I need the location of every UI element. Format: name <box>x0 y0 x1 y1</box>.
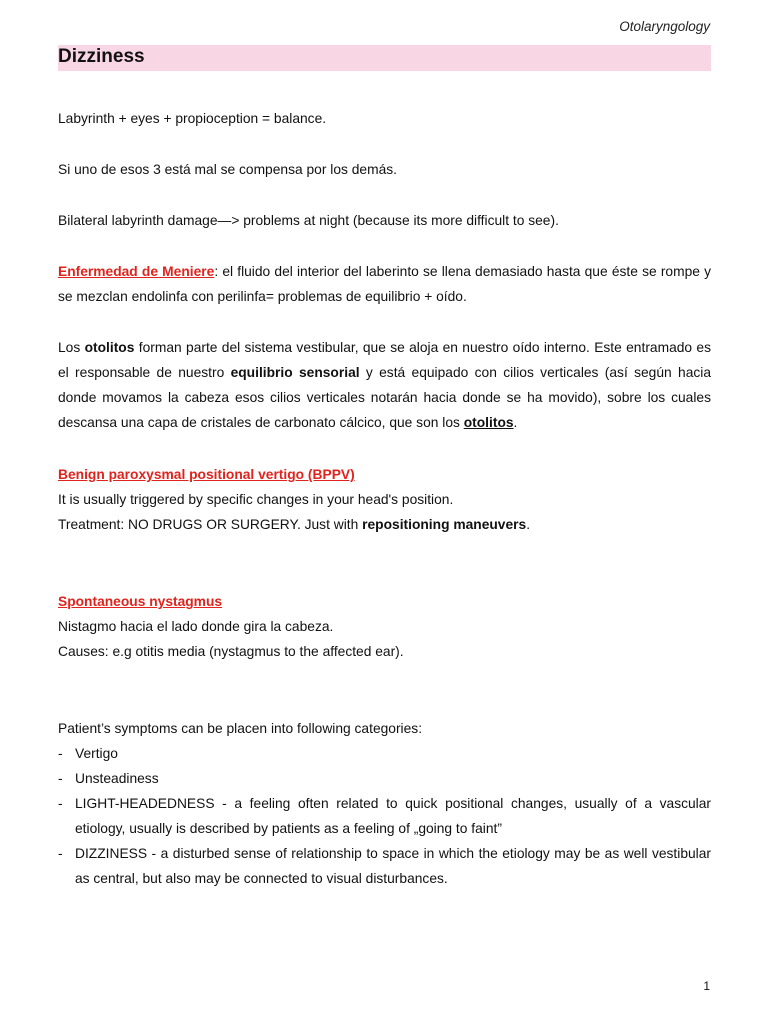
list-item <box>58 841 711 891</box>
text-run: . <box>513 415 518 430</box>
text-run: Treatment: NO DRUGS OR SURGERY. Just with <box>58 517 363 532</box>
bppv-heading: Benign paroxysmal positional vertigo (BPPV) <box>58 467 355 482</box>
title-bar <box>58 45 711 71</box>
text-run: y está equipado con cilios verticales (así según hacia donde movamos la cabeza esos cilios verticales notarán hacia donde se ha movido), sobre los cuales descansa una capa de cristales de carbonato cálcico, que son los <box>58 365 711 430</box>
page-title: Dizziness <box>58 46 145 67</box>
list-dash: - <box>58 846 63 861</box>
text-run: Los <box>58 340 85 355</box>
list-dash: - <box>58 796 63 811</box>
list-item <box>58 766 711 791</box>
paragraph-meniere <box>58 259 711 309</box>
bold-term: otolitos <box>84 340 135 355</box>
meniere-term: Enfermedad de Meniere <box>58 264 215 279</box>
bppv-treatment <box>58 512 711 537</box>
text-run: forman parte del sistema vestibular, que se aloja en nuestro oído interno. Este entramado es el responsable de nuestro <box>58 340 712 380</box>
bold-term: repositioning maneuvers <box>362 517 527 532</box>
paragraph-otolitos <box>58 335 711 435</box>
paragraph-balance: Labyrinth + eyes + propioception = balance. <box>58 111 327 126</box>
list-item-text: Vertigo <box>75 746 118 761</box>
nystagmus-section <box>58 589 711 664</box>
list-item <box>58 741 711 766</box>
meniere-text: : el fluido del interior del laberinto se llena demasiado hasta que éste se rompe y se mezclan endolinfa con perilinfa= problemas de equilibrio + oído. <box>58 264 711 304</box>
nystagmus-line: Nistagmo hacia el lado donde gira la cabeza. <box>58 619 334 634</box>
list-dash: - <box>58 771 63 786</box>
bppv-line: It is usually triggered by specific changes in your head's position. <box>58 492 454 507</box>
symptoms-section <box>58 716 711 891</box>
nystagmus-heading: Spontaneous nystagmus <box>58 594 223 609</box>
list-item-text: DIZZINESS - a disturbed sense of relationship to space in which the etiology may be as well vestibular as central, but also may be connected to visual disturbances. <box>75 846 711 886</box>
list-item-text: Unsteadiness <box>75 771 159 786</box>
list-item <box>58 791 711 841</box>
nystagmus-causes: Causes: e.g otitis media (nystagmus to the affected ear). <box>58 644 404 659</box>
paragraph-compensation: Si uno de esos 3 está mal se compensa por los demás. <box>58 162 397 177</box>
paragraph-bilateral: Bilateral labyrinth damage—> problems at night (because its more difficult to see). <box>58 213 559 228</box>
bppv-section <box>58 462 711 537</box>
symptoms-intro: Patient’s symptoms can be placen into following categories: <box>58 721 423 736</box>
page-number: 1 <box>703 979 710 993</box>
running-header: Otolaryngology <box>619 19 710 34</box>
list-dash: - <box>58 746 63 761</box>
bold-term: equilibrio sensorial <box>230 365 360 380</box>
text-run: . <box>526 517 531 532</box>
bold-underline-term: otolitos <box>463 415 514 430</box>
list-item-text: LIGHT-HEADEDNESS - a feeling often related to quick positional changes, usually of a vascular etiology, usually is described by patients as a feeling of „going to faint” <box>75 796 711 836</box>
